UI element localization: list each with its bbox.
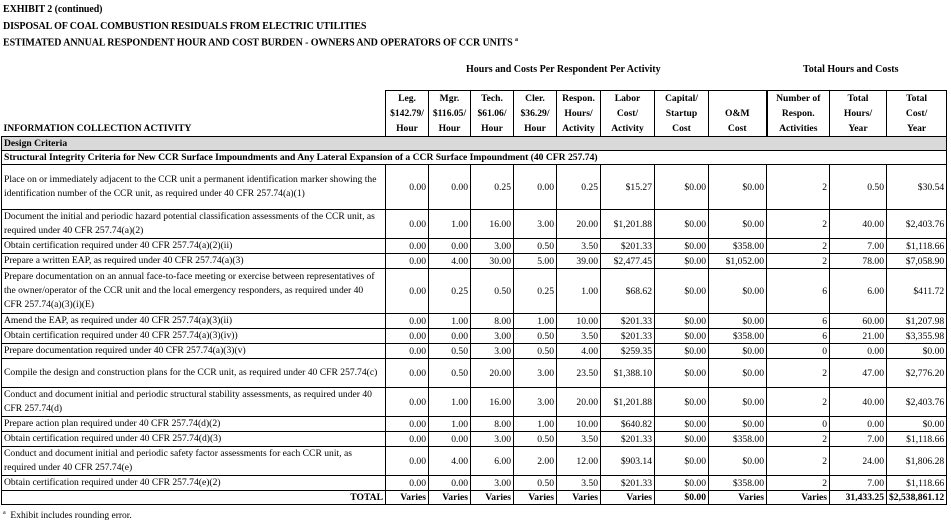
col-leg (386, 91, 429, 137)
cell-cler: 0.50 (514, 239, 557, 254)
cell-labor: $201.33 (601, 329, 655, 344)
cell-num-resp: 2 (767, 388, 830, 417)
cell-num-resp: 6 (767, 269, 830, 314)
cell-activity: Obtain certification required under 40 CFR 257.74(a)(2)(ii) (2, 239, 386, 254)
cell-num-resp: 6 (767, 314, 830, 329)
cell-mgr: 1.00 (429, 210, 471, 239)
cell-cler: 1.00 (514, 314, 557, 329)
col-cler (514, 91, 557, 137)
col-labor (601, 91, 655, 137)
cell-resp-hours: 3.50 (557, 476, 601, 491)
cell-resp-hours: 20.00 (557, 388, 601, 417)
total-label: TOTAL (2, 491, 386, 505)
cell-labor: $201.33 (601, 476, 655, 491)
col-om-l2: Cost (727, 123, 747, 134)
col-mgr-l1: Mgr. (439, 93, 460, 104)
col-mgr-l2: $116.05/ (432, 108, 467, 119)
cell-capital: $0.00 (655, 254, 709, 269)
cell-labor: $640.82 (601, 417, 655, 432)
col-activity: INFORMATION COLLECTION ACTIVITY (2, 91, 386, 137)
cell-num-resp: 2 (767, 210, 830, 239)
cell-total-cost: $0.00 (887, 417, 947, 432)
cell-num-resp: 2 (767, 359, 830, 388)
col-mgr-l3: Hour (438, 123, 461, 134)
col-labor-l2: Cost/ (616, 108, 639, 119)
cell-tech: 3.00 (471, 432, 514, 447)
cell-total-hours: 6.00 (830, 269, 887, 314)
total-tech: Varies (471, 491, 514, 505)
total-row (2, 491, 947, 505)
cell-total-hours: 7.00 (830, 476, 887, 491)
cell-activity: Conduct and document initial and periodic safety factor assessments for each CCR unit, as required under 40 CFR 257.74(e) (2, 447, 386, 476)
total-cler: Varies (514, 491, 557, 505)
cell-tech: 16.00 (471, 388, 514, 417)
col-total-cost-l1: Total (906, 93, 928, 104)
cell-labor: $259.35 (601, 344, 655, 359)
cell-cler: 3.00 (514, 359, 557, 388)
cell-om: $0.00 (709, 388, 767, 417)
cell-capital: $0.00 (655, 417, 709, 432)
col-leg-l3: Hour (396, 123, 418, 134)
cell-om: $358.00 (709, 239, 767, 254)
cell-resp-hours: 23.50 (557, 359, 601, 388)
col-om-l1: O&M (724, 108, 750, 119)
cell-cler: 0.50 (514, 432, 557, 447)
cell-cler: 0.00 (514, 165, 557, 210)
col-total-cost-l3: Year (906, 123, 927, 134)
col-num-resp-l1: Number of (776, 93, 821, 104)
cell-capital: $0.00 (655, 210, 709, 239)
cell-tech: 0.25 (471, 165, 514, 210)
cell-labor: $15.27 (601, 165, 655, 210)
cell-tech: 3.00 (471, 476, 514, 491)
cell-capital: $0.00 (655, 447, 709, 476)
cell-tech: 30.00 (471, 254, 514, 269)
footnote-text: Exhibit includes rounding error. (10, 511, 132, 522)
cell-capital: $0.00 (655, 329, 709, 344)
cell-mgr: 0.00 (429, 239, 471, 254)
exhibit-label: EXHIBIT 2 (continued) (3, 4, 103, 15)
cell-num-resp: 2 (767, 239, 830, 254)
table-row (2, 314, 947, 329)
cell-leg: 0.00 (386, 432, 429, 447)
cell-capital: $0.00 (655, 432, 709, 447)
table-row (2, 417, 947, 432)
col-num-resp (767, 91, 830, 137)
cell-labor: $1,388.10 (601, 359, 655, 388)
cell-leg: 0.00 (386, 329, 429, 344)
cell-capital: $0.00 (655, 239, 709, 254)
cell-activity: Place on or immediately adjacent to the CCR unit a permanent identification marker showing the identification number of the CCR unit, as required under 40 CFR 257.74(a)(1) (2, 165, 386, 210)
subsection-row (2, 151, 947, 165)
col-leg-l1: Leg. (398, 93, 416, 104)
cell-total-cost: $2,776.20 (887, 359, 947, 388)
cell-total-hours: 60.00 (830, 314, 887, 329)
col-resp-hours (557, 91, 601, 137)
col-cler-l1: Cler. (525, 93, 545, 104)
cell-mgr: 1.00 (429, 388, 471, 417)
col-labor-l3: Activity (611, 123, 644, 134)
table-row (2, 344, 947, 359)
cell-cler: 3.00 (514, 210, 557, 239)
cell-labor: $201.33 (601, 239, 655, 254)
cell-activity: Prepare documentation on an annual face-to-face meeting or exercise between representatives of the owner/operator of the CCR unit and the local emergency responders, as required under 40 CFR 257.74(a)(3)(i)(E) (2, 269, 386, 314)
cell-total-hours: 40.00 (830, 388, 887, 417)
cell-total-cost: $2,403.76 (887, 388, 947, 417)
cell-activity: Obtain certification required under 40 CFR 257.74(e)(2) (2, 476, 386, 491)
cell-capital: $0.00 (655, 359, 709, 388)
col-resp-hours-l2: Hours/ (564, 108, 593, 119)
total-num-resp: Varies (767, 491, 830, 505)
col-capital-l2: Startup (665, 108, 698, 119)
cell-mgr: 1.00 (429, 314, 471, 329)
cell-tech: 3.00 (471, 239, 514, 254)
footnote-marker: a (3, 510, 6, 516)
cell-om: $0.00 (709, 417, 767, 432)
cell-mgr: 0.25 (429, 269, 471, 314)
total-mgr: Varies (429, 491, 471, 505)
cell-leg: 0.00 (386, 447, 429, 476)
cell-total-hours: 0.00 (830, 344, 887, 359)
col-tech-l2: $61.06/ (477, 108, 507, 119)
col-labor-l1: Labor (614, 93, 641, 104)
col-num-resp-l2: Respon. (781, 108, 815, 119)
cell-leg: 0.00 (386, 359, 429, 388)
cell-resp-hours: 20.00 (557, 210, 601, 239)
cell-mgr: 4.00 (429, 254, 471, 269)
table-row (2, 447, 947, 476)
cell-capital: $0.00 (655, 165, 709, 210)
cell-resp-hours: 3.50 (557, 239, 601, 254)
total-total-cost: $2,538,861.12 (887, 491, 947, 505)
cell-cler: 0.25 (514, 269, 557, 314)
cell-mgr: 0.50 (429, 359, 471, 388)
section-title: Design Criteria (2, 137, 947, 151)
cell-leg: 0.00 (386, 314, 429, 329)
cell-om: $0.00 (709, 344, 767, 359)
col-total-hours (830, 91, 887, 137)
cell-leg: 0.00 (386, 344, 429, 359)
cell-leg: 0.00 (386, 417, 429, 432)
cell-num-resp: 0 (767, 417, 830, 432)
cell-total-hours: 7.00 (830, 239, 887, 254)
table-title-footnote-marker: a (514, 37, 518, 43)
cell-om: $358.00 (709, 432, 767, 447)
cell-resp-hours: 4.00 (557, 344, 601, 359)
col-tech-l1: Tech. (481, 93, 503, 104)
cell-capital: $0.00 (655, 314, 709, 329)
col-total-hours-l1: Total (847, 93, 869, 104)
cell-mgr: 0.00 (429, 476, 471, 491)
cell-total-hours: 24.00 (830, 447, 887, 476)
group-header-per-activity: Hours and Costs Per Respondent Per Activity (466, 64, 661, 75)
cell-tech: 6.00 (471, 447, 514, 476)
col-total-cost (887, 91, 947, 137)
col-resp-hours-l1: Respon. (562, 93, 595, 104)
cell-total-cost: $3,355.98 (887, 329, 947, 344)
cell-capital: $0.00 (655, 388, 709, 417)
cell-labor: $68.62 (601, 269, 655, 314)
cell-tech: 16.00 (471, 210, 514, 239)
total-labor: Varies (601, 491, 655, 505)
cell-cler: 0.50 (514, 344, 557, 359)
cell-leg: 0.00 (386, 210, 429, 239)
cell-tech: 0.50 (471, 269, 514, 314)
cell-om: $0.00 (709, 447, 767, 476)
col-tech (471, 91, 514, 137)
cell-labor: $903.14 (601, 447, 655, 476)
cell-total-hours: 21.00 (830, 329, 887, 344)
cell-tech: 3.00 (471, 344, 514, 359)
cell-total-cost: $30.54 (887, 165, 947, 210)
cell-total-cost: $0.00 (887, 344, 947, 359)
cell-leg: 0.00 (386, 476, 429, 491)
cell-activity: Obtain certification required under 40 CFR 257.74(d)(3) (2, 432, 386, 447)
cell-activity: Document the initial and periodic hazard potential classification assessments of the CCR unit, as required under 40 CFR 257.74(a)(2) (2, 210, 386, 239)
col-mgr (429, 91, 471, 137)
cell-cler: 0.50 (514, 476, 557, 491)
cell-cler: 5.00 (514, 254, 557, 269)
cell-resp-hours: 3.50 (557, 432, 601, 447)
cell-tech: 8.00 (471, 314, 514, 329)
cell-resp-hours: 3.50 (557, 329, 601, 344)
cell-labor: $2,477.45 (601, 254, 655, 269)
table-row (2, 165, 947, 210)
total-leg: Varies (386, 491, 429, 505)
col-capital (655, 91, 709, 137)
table-row (2, 210, 947, 239)
total-capital: $0.00 (655, 491, 709, 505)
cell-mgr: 0.00 (429, 329, 471, 344)
cell-labor: $1,201.88 (601, 388, 655, 417)
cell-total-cost: $411.72 (887, 269, 947, 314)
cell-om: $358.00 (709, 329, 767, 344)
col-om (709, 91, 767, 137)
table-row (2, 432, 947, 447)
cell-resp-hours: 10.00 (557, 314, 601, 329)
cell-om: $0.00 (709, 269, 767, 314)
cell-num-resp: 2 (767, 165, 830, 210)
cell-total-cost: $7,058.90 (887, 254, 947, 269)
cell-total-hours: 7.00 (830, 432, 887, 447)
col-total-hours-l2: Hours/ (843, 108, 873, 119)
col-num-resp-l3: Activities (779, 123, 818, 134)
cell-activity: Prepare a written EAP, as required under 40 CFR 257.74(a)(3) (2, 254, 386, 269)
total-resp-hours: Varies (557, 491, 601, 505)
cell-capital: $0.00 (655, 269, 709, 314)
subsection-title: Structural Integrity Criteria for New CCR Surface Impoundments and Any Lateral Expansion of a CCR Surface Impoundment (40 CFR 257.74) (2, 151, 947, 165)
cell-leg: 0.00 (386, 239, 429, 254)
cell-num-resp: 2 (767, 432, 830, 447)
cell-capital: $0.00 (655, 344, 709, 359)
cell-cler: 2.00 (514, 447, 557, 476)
column-header-row (2, 91, 947, 137)
cell-leg: 0.00 (386, 254, 429, 269)
cell-mgr: 1.00 (429, 417, 471, 432)
cell-resp-hours: 10.00 (557, 417, 601, 432)
cell-resp-hours: 0.25 (557, 165, 601, 210)
cell-om: $0.00 (709, 359, 767, 388)
cell-om: $358.00 (709, 476, 767, 491)
cell-total-hours: 47.00 (830, 359, 887, 388)
cell-resp-hours: 39.00 (557, 254, 601, 269)
cell-leg: 0.00 (386, 388, 429, 417)
document-title: DISPOSAL OF COAL COMBUSTION RESIDUALS FROM ELECTRIC UTILITIES (3, 21, 367, 32)
table-row (2, 269, 947, 314)
cell-activity: Amend the EAP, as required under 40 CFR 257.74(a)(3)(ii) (2, 314, 386, 329)
cell-activity: Prepare action plan required under 40 CFR 257.74(d)(2) (2, 417, 386, 432)
col-capital-l1: Capital/ (664, 93, 699, 104)
table-row (2, 239, 947, 254)
cell-total-hours: 0.00 (830, 417, 887, 432)
cell-resp-hours: 1.00 (557, 269, 601, 314)
col-capital-l3: Cost (672, 123, 691, 134)
cell-leg: 0.00 (386, 165, 429, 210)
cell-labor: $201.33 (601, 432, 655, 447)
col-resp-hours-l3: Activity (562, 123, 595, 134)
table-title (3, 37, 518, 48)
cell-om: $0.00 (709, 314, 767, 329)
cell-mgr: 0.50 (429, 344, 471, 359)
group-header-totals: Total Hours and Costs (803, 64, 899, 75)
table-row (2, 359, 947, 388)
cell-total-hours: 0.50 (830, 165, 887, 210)
cell-num-resp: 6 (767, 329, 830, 344)
cell-labor: $201.33 (601, 314, 655, 329)
cell-mgr: 0.00 (429, 432, 471, 447)
cell-total-cost: $2,403.76 (887, 210, 947, 239)
cell-cler: 0.50 (514, 329, 557, 344)
table-title-text: ESTIMATED ANNUAL RESPONDENT HOUR AND COST BURDEN - OWNERS AND OPERATORS OF CCR UNITS (3, 37, 513, 49)
cell-cler: 3.00 (514, 388, 557, 417)
cell-num-resp: 0 (767, 344, 830, 359)
section-row (2, 137, 947, 151)
cell-activity: Prepare documentation required under 40 CFR 257.74(a)(3)(v) (2, 344, 386, 359)
col-total-hours-l3: Year (848, 123, 868, 134)
col-cler-l2: $36.29/ (520, 108, 550, 119)
footnote (3, 510, 132, 521)
cell-tech: 8.00 (471, 417, 514, 432)
total-total-hours: 31,433.25 (830, 491, 887, 505)
cell-num-resp: 2 (767, 476, 830, 491)
cell-total-cost: $1,118.66 (887, 432, 947, 447)
cell-leg: 0.00 (386, 269, 429, 314)
cell-mgr: 4.00 (429, 447, 471, 476)
total-om: Varies (709, 491, 767, 505)
cell-mgr: 0.00 (429, 165, 471, 210)
cell-capital: $0.00 (655, 476, 709, 491)
cell-num-resp: 2 (767, 254, 830, 269)
cell-total-hours: 78.00 (830, 254, 887, 269)
cell-num-resp: 2 (767, 447, 830, 476)
cell-resp-hours: 12.00 (557, 447, 601, 476)
table-row (2, 388, 947, 417)
burden-table (1, 90, 947, 505)
cell-activity: Obtain certification required under 40 CFR 257.74(a)(3)(iv)) (2, 329, 386, 344)
col-total-cost-l2: Cost/ (905, 108, 928, 119)
col-cler-l3: Hour (524, 123, 546, 134)
cell-activity: Conduct and document initial and periodic structural stability assessments, as required under 40 CFR 257.74(d) (2, 388, 386, 417)
cell-total-cost: $1,118.66 (887, 239, 947, 254)
table-row (2, 254, 947, 269)
cell-total-hours: 40.00 (830, 210, 887, 239)
cell-total-cost: $1,118.66 (887, 476, 947, 491)
cell-total-cost: $1,207.98 (887, 314, 947, 329)
col-tech-l3: Hour (481, 123, 503, 134)
table-row (2, 329, 947, 344)
cell-tech: 3.00 (471, 329, 514, 344)
cell-total-cost: $1,806.28 (887, 447, 947, 476)
table-row (2, 476, 947, 491)
cell-activity: Compile the design and construction plans for the CCR unit, as required under 40 CFR 257.74(c) (2, 359, 386, 388)
cell-labor: $1,201.88 (601, 210, 655, 239)
cell-cler: 1.00 (514, 417, 557, 432)
cell-om: $0.00 (709, 165, 767, 210)
cell-tech: 20.00 (471, 359, 514, 388)
cell-om: $1,052.00 (709, 254, 767, 269)
cell-om: $0.00 (709, 210, 767, 239)
col-leg-l2: $142.79/ (390, 108, 424, 119)
